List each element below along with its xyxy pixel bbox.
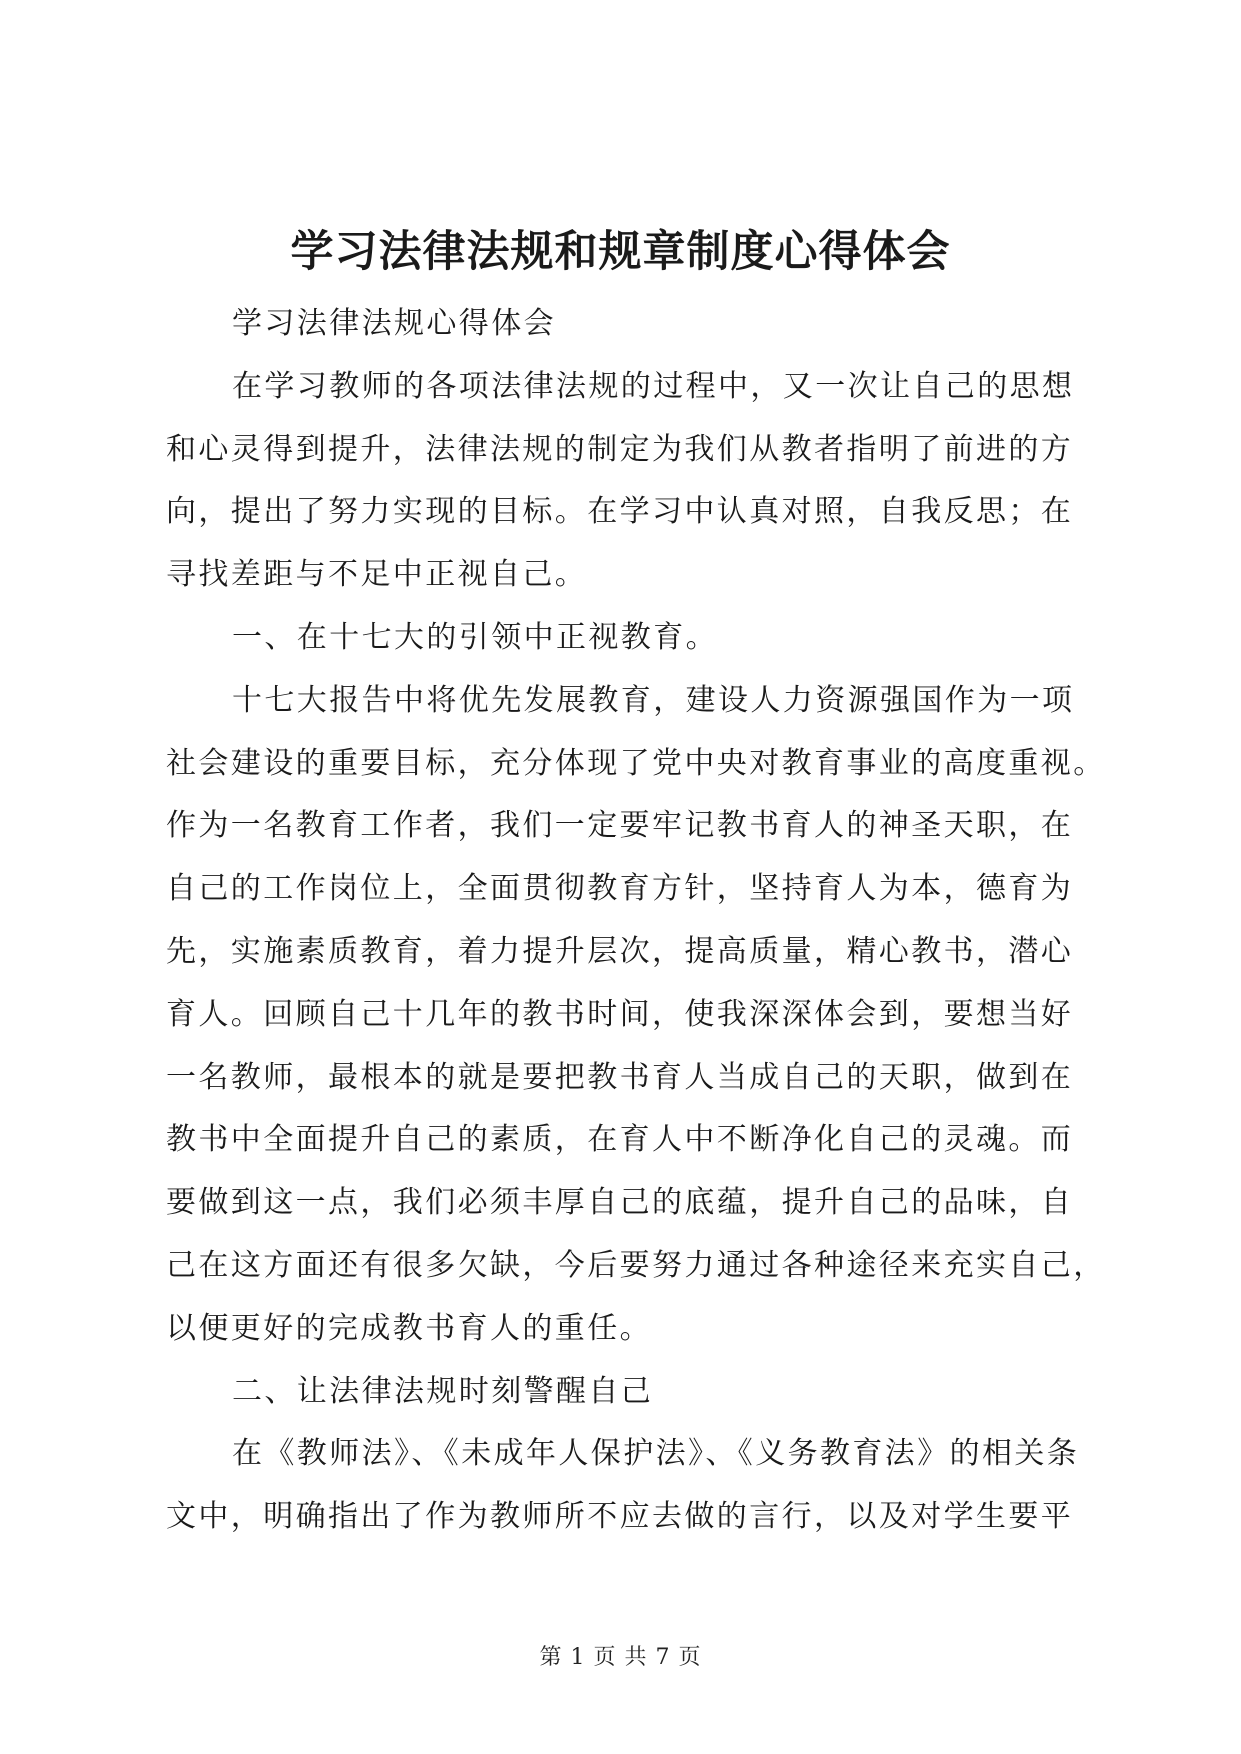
text-line: 自己的工作岗位上，全面贯彻教育方针，坚持育人为本，德育为: [166, 871, 1074, 907]
text-line: 和心灵得到提升，法律法规的制定为我们从教者指明了前进的方: [166, 431, 1074, 467]
text-line: 以便更好的完成教书育人的重任。: [166, 1310, 652, 1346]
text-line: 己在这方面还有很多欠缺，今后要努力通过各种途径来充实自己，: [166, 1247, 1106, 1283]
text-line: 先，实施素质教育，着力提升层次，提高质量，精心教书，潜心: [166, 933, 1074, 969]
text-line: 文中，明确指出了作为教师所不应去做的言行，以及对学生要平: [166, 1499, 1074, 1535]
text-line: 一名教师，最根本的就是要把教书育人当成自己的天职，做到在: [166, 1059, 1074, 1095]
text-line: 作为一名教育工作者，我们一定要牢记教书育人的神圣天职，在: [166, 808, 1074, 844]
document-body: [166, 293, 1106, 1549]
document-title: 学习法律法规和规章制度心得体会: [290, 227, 951, 277]
text-line: 寻找差距与不足中正视自己。: [166, 557, 588, 593]
text-line: 十七大报告中将优先发展教育，建设人力资源强国作为一项: [232, 682, 1075, 718]
text-line: 在《教师法》、《未成年人保护法》、《义务教育法》的相关条: [232, 1436, 1080, 1472]
text-line: 向，提出了努力实现的目标。在学习中认真对照，自我反思；在: [166, 494, 1074, 530]
text-line: 要做到这一点，我们必须丰厚自己的底蕴，提升自己的品味，自: [166, 1185, 1074, 1221]
text-line: 学习法律法规心得体会: [232, 306, 556, 341]
text-line: 社会建设的重要目标，充分体现了党中央对教育事业的高度重视。: [166, 745, 1106, 781]
text-line: 教书中全面提升自己的素质，在育人中不断净化自己的灵魂。而: [166, 1122, 1074, 1158]
section-heading: 一、在十七大的引领中正视教育。: [232, 619, 718, 655]
section-heading: 二、让法律法规时刻警醒自己: [232, 1373, 654, 1409]
text-line: 在学习教师的各项法律法规的过程中，又一次让自己的思想: [232, 368, 1075, 404]
page-number: 第 1 页 共 7 页: [539, 1645, 702, 1670]
text-line: 育人。回顾自己十几年的教书时间，使我深深体会到，要想当好: [166, 996, 1074, 1032]
